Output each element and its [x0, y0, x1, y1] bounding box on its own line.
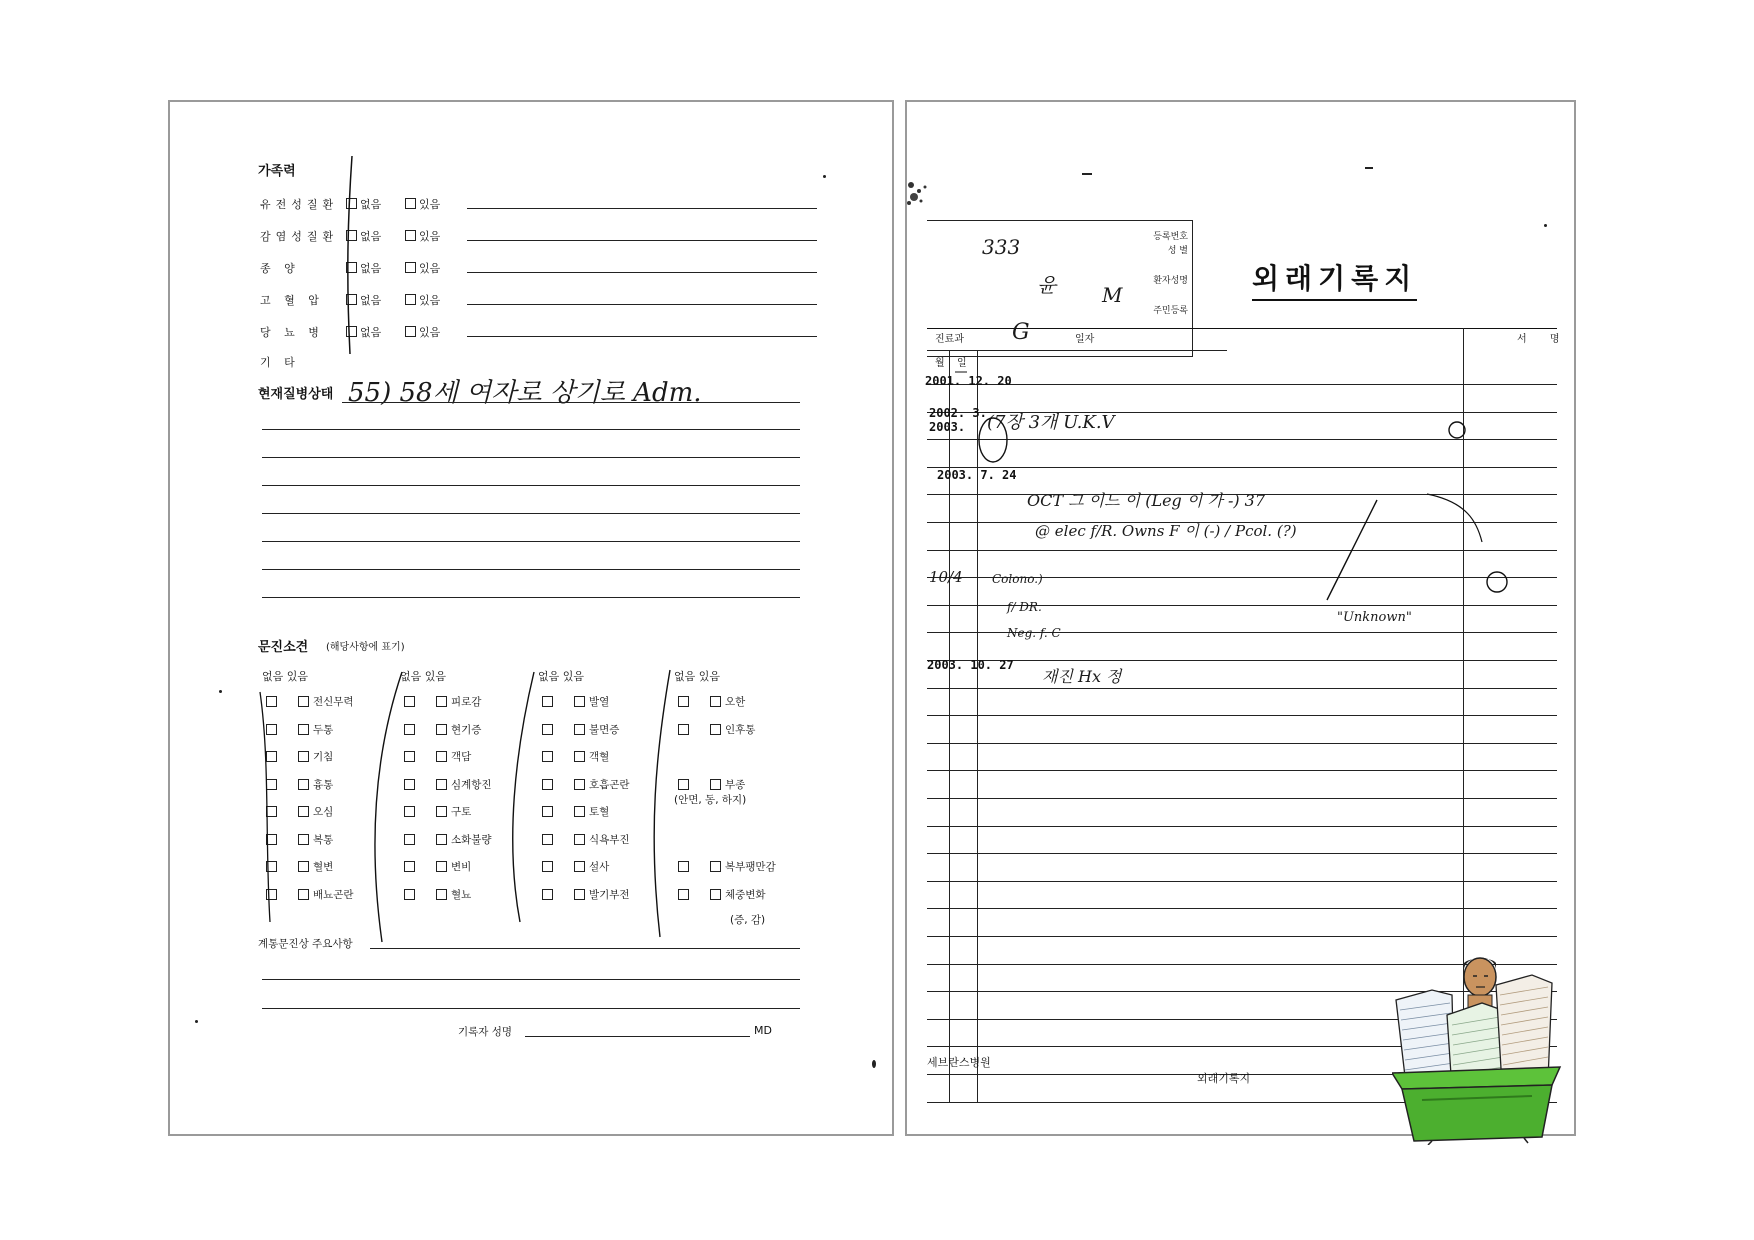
- entry-date: 2002. 3.: [929, 406, 987, 420]
- col-header: 없음 있음: [262, 670, 309, 683]
- entry-note: OCT 그 이느 이 (Leg 이 가 -) 37: [1027, 491, 1266, 510]
- symptom-label: 두통: [313, 723, 334, 736]
- symptom-label: 오한: [725, 696, 746, 708]
- scan-speck: [823, 175, 826, 178]
- dept-label: 진료과: [935, 334, 964, 345]
- recorder-label: 기록자 성명: [458, 1026, 513, 1038]
- footer-form-name: 외래기록지: [1197, 1072, 1251, 1085]
- handwritten-strokes: [170, 662, 896, 962]
- col-header: 없음 있음: [400, 670, 447, 683]
- entry-note: (7장 3개 U.K.V: [987, 412, 1115, 433]
- entry-date: 2003. 7. 24: [937, 468, 1017, 482]
- sign-label: 서 명: [1517, 334, 1570, 345]
- option-none[interactable]: 없음: [346, 196, 381, 212]
- option-yes[interactable]: 있음: [405, 292, 440, 308]
- symptom-label: 변비: [451, 861, 472, 873]
- hand-patient-name: 윤: [1037, 273, 1057, 297]
- entry-note: Colono.): [992, 572, 1043, 586]
- hand-sex: M: [1102, 283, 1123, 307]
- resident-id-label: 주민등록: [1153, 306, 1188, 316]
- family-row: 고 혈 압 없음 있음: [260, 292, 820, 310]
- symptom-label: 발열: [589, 696, 610, 708]
- symptom-label: 발기부전: [589, 888, 630, 901]
- family-history-page: [168, 100, 894, 1136]
- reg-number-label: 등록번호: [1153, 232, 1188, 242]
- symptom-label: 부종: [725, 778, 746, 791]
- symptom-label: 체중변화: [725, 888, 766, 901]
- day-label: 일: [957, 358, 967, 369]
- family-row: 종 양 없음 있음: [260, 260, 820, 278]
- symptom-label: 복통: [313, 833, 334, 846]
- symptom-label: 소화불량: [451, 833, 492, 846]
- symptom-label: 피로감: [451, 696, 482, 708]
- md-label: MD: [754, 1024, 772, 1037]
- symptom-label: 토혈: [589, 806, 610, 818]
- option-none[interactable]: 없음: [346, 324, 381, 340]
- dept-value: G: [1012, 320, 1030, 345]
- symptom-label: 불면증: [589, 723, 620, 736]
- scan-speck: [1544, 224, 1547, 227]
- handwritten-stroke: [338, 154, 368, 364]
- entry-date: 2003. 10. 27: [927, 658, 1014, 672]
- entry-side-note: "Unknown": [1337, 610, 1412, 625]
- option-none[interactable]: 없음: [346, 292, 381, 308]
- entry-note: f/ DR.: [1007, 600, 1042, 614]
- symptom-label: 오심: [313, 806, 334, 818]
- hand-reg-number: 333: [982, 235, 1021, 259]
- symptom-label: 구토: [451, 806, 472, 818]
- col-header: 없음 있음: [674, 670, 721, 683]
- family-row: 당 뇨 병 없음 있음: [260, 324, 820, 342]
- office-worker-illustration: [1392, 955, 1562, 1145]
- symptom-label: 설사: [589, 861, 610, 873]
- symptom-label: 혈뇨: [451, 888, 472, 901]
- footer-hospital: 세브란스병원: [927, 1056, 991, 1069]
- scan-speck: [219, 690, 222, 693]
- symptom-label: 식욕부진: [589, 833, 630, 846]
- sex-label: 성 별: [1167, 246, 1188, 256]
- option-none[interactable]: 없음: [346, 260, 381, 276]
- symptom-label: 혈변: [313, 861, 334, 873]
- symptom-label: 객담: [451, 751, 472, 763]
- person-head-icon: [1464, 958, 1496, 996]
- family-history-title: 가족력: [258, 164, 296, 179]
- current-condition-handwriting: 55) 58세 여자로 상기로 Adm.: [348, 378, 702, 408]
- edema-note: (안면, 동, 하지): [674, 794, 747, 806]
- family-row: 유전성질환 없음 있음: [260, 196, 820, 214]
- month-label: 월: [935, 358, 945, 369]
- col-header: 없음 있음: [538, 670, 585, 683]
- entry-note: 재진 Hx 정: [1042, 667, 1122, 686]
- scan-speck: [1365, 167, 1373, 169]
- symptom-label: 호흡곤란: [589, 778, 630, 791]
- symptom-label: 객혈: [589, 751, 610, 763]
- entry-date: 2003.: [929, 420, 966, 434]
- review-subtitle: (해당사항에 표기): [326, 642, 405, 653]
- entry-note: @ elec f/R. Owns F 이 (-) / Pcol. (?): [1035, 522, 1297, 540]
- option-yes[interactable]: 있음: [405, 228, 440, 244]
- option-yes[interactable]: 있음: [405, 196, 440, 212]
- symptom-label: 흉통: [313, 778, 334, 791]
- scan-speck: [195, 1020, 198, 1023]
- systemic-label: 계통문진상 주요사항: [258, 938, 353, 950]
- symptom-label: 심계항진: [451, 778, 492, 791]
- scan-speck: [872, 1060, 876, 1068]
- symptom-label: 배뇨곤란: [313, 888, 354, 901]
- date-label: 일자: [1075, 334, 1095, 345]
- symptom-label: 기침: [313, 751, 334, 763]
- entry-note: Neg. f. C: [1007, 626, 1061, 640]
- entry-date: 2001. 12. 20: [925, 374, 1012, 388]
- symptom-label: 현기증: [451, 723, 482, 736]
- scan-speck: [1082, 173, 1092, 175]
- option-yes[interactable]: 있음: [405, 260, 440, 276]
- option-none[interactable]: 없음: [346, 228, 381, 244]
- patient-name-label: 환자성명: [1153, 276, 1188, 286]
- entry-date: 10/4: [929, 568, 963, 586]
- page-title: 외래기록지: [1252, 257, 1417, 301]
- current-condition-title: 현재질병상태: [258, 387, 334, 402]
- family-row: 감염성질환 없음 있음: [260, 228, 820, 246]
- option-yes[interactable]: 있음: [405, 324, 440, 340]
- symptom-label: 인후통: [725, 723, 756, 736]
- symptom-label: 전신무력: [313, 696, 354, 708]
- symptom-label: 복부팽만감: [725, 861, 776, 873]
- review-title: 문진소견: [258, 640, 309, 655]
- weight-note: (증, 감): [730, 914, 766, 926]
- family-row: 기 타: [260, 356, 300, 369]
- green-bin-icon: [1392, 1067, 1560, 1145]
